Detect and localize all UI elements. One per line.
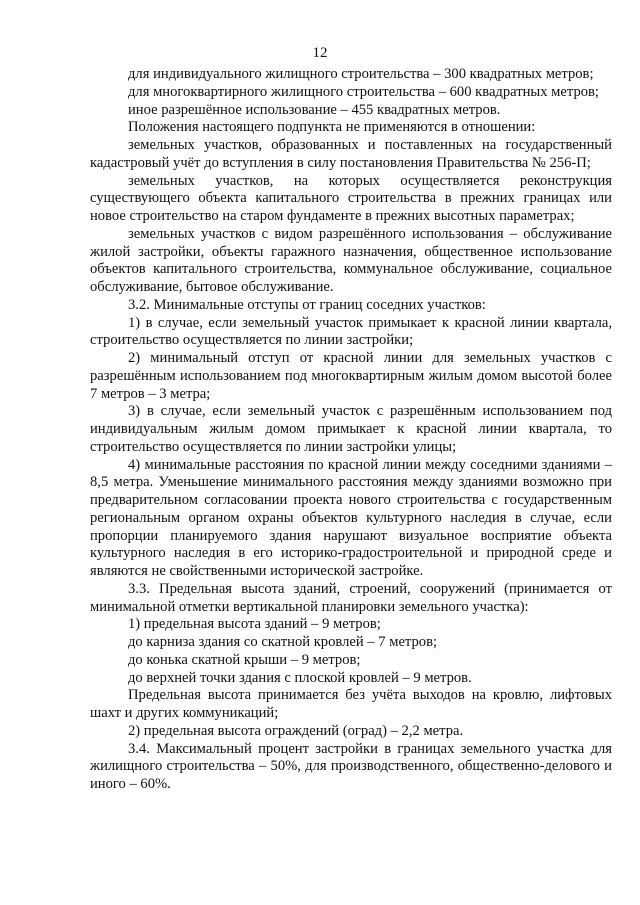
paragraph: 1) предельная высота зданий – 9 метров; <box>128 616 381 633</box>
paragraph: 2) минимальный отступ от красной линии для земельных участков с разрешённым использованием под многоквартирным жилым домом высотой более 7 метров – 3 метра; <box>90 350 612 402</box>
paragraph: иное разрешённое использование – 455 квадратных метров. <box>128 101 501 118</box>
paragraph: земельных участков с видом разрешённого использования – обслуживание жилой застройки, объекты гаражного назначения, общественное использование объектов капитального строительства, коммунальное обслуживание, социальное обслуживание, бытовое обслуживание. <box>90 225 612 295</box>
paragraph: для многоквартирного жилищного строительства – 600 квадратных метров; <box>128 83 599 100</box>
document-body <box>90 66 612 794</box>
paragraph: для индивидуального жилищного строительства – 300 квадратных метров; <box>128 66 594 82</box>
paragraph: 4) минимальные расстояния по красной линии между соседними зданиями – 8,5 метра. Уменьшение минимального расстояния между зданиями возможно при предварительном согласовании проекта нового строительства с государственным региональным органом охраны объектов культурного наследия в случае, если пропорции планируемого здания нарушают визуальное восприятие объекта культурного наследия в его историко-градостроительной и природной среде и являются не свойственными исторической застройке. <box>90 456 612 579</box>
page-number: 12 <box>312 45 328 61</box>
paragraph: земельных участков, образованных и поставленных на государственный кадастровый учёт до вступления в силу постановления Правительства № 256-П; <box>90 137 612 171</box>
paragraph: Предельная высота принимается без учёта выходов на кровлю, лифтовых шахт и других коммуникаций; <box>90 687 612 721</box>
paragraph: до карниза здания со скатной кровлей – 7 метров; <box>128 634 438 650</box>
paragraph: до конька скатной крыши – 9 метров; <box>128 651 361 668</box>
section-heading: 3.3. Предельная высота зданий, строений, сооружений (принимается от минимальной отметки вертикальной планировки земельного участка): <box>90 580 612 615</box>
paragraph: до верхней точки здания с плоской кровлей – 9 метров. <box>128 669 472 686</box>
paragraph: 2) предельная высота ограждений (оград) – 2,2 метра. <box>128 722 464 739</box>
paragraph: 1) в случае, если земельный участок примыкает к красной линии квартала, строительство осуществляется по линии застройки; <box>90 314 612 349</box>
paragraph: 3) в случае, если земельный участок с разрешённым использованием под индивидуальным жилым домом примыкает к красной линии квартала, то строительство осуществляется по линии застройки улицы; <box>90 403 612 455</box>
paragraph: Положения настоящего подпункта не применяются в отношении: <box>128 119 536 136</box>
section-heading: 3.2. Минимальные отступы от границ соседних участков: <box>128 296 486 313</box>
section-heading: 3.4. Максимальный процент застройки в границах земельного участка для жилищного строительства – 50%, для производственного, общественно-делового и иного – 60%. <box>90 740 612 792</box>
paragraph: земельных участков, на которых осуществляется реконструкция существующего объекта капитального строительства в прежних границах или новое строительство на старом фундаменте в прежних высотных параметрах; <box>90 172 612 224</box>
